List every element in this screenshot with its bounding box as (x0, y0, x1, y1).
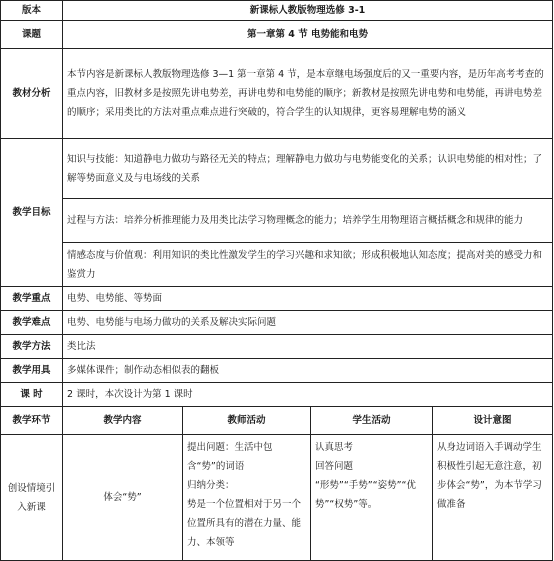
version-row (1, 1, 553, 21)
stage-text: 创设情境引入新课 (7, 482, 56, 513)
process-row (1, 435, 553, 561)
header-teacher: 教师活动 (183, 407, 311, 435)
tools-label: 教学用具 (1, 359, 63, 383)
objective-attitude: 情感态度与价值观：利用知识的类比性激发学生的学习兴趣和求知欲；形成积极地认知态度；提高对美的感受力和鉴赏力 (63, 243, 553, 287)
objective-process-row (1, 199, 553, 243)
objective-attitude-row (1, 243, 553, 287)
hours-row (1, 383, 553, 407)
analysis-text: 本节内容是新课标人教版物理选修 3—1 第一章第 4 节，是本章继电场强度后的又一重要内容，是历年高考考查的重点内容，旧教材多是按照先讲电势差，再讲电势和电势能的顺序；新教材是按照先讲电势和电势能，再讲电势差的顺序；采用类比的方法对重点难点进行突破的，符合学生的认知规律，更容易理解电势的涵义 (63, 49, 553, 139)
hours-label: 课 时 (1, 383, 63, 407)
method-value: 类比法 (63, 335, 553, 359)
method-label: 教学方法 (1, 335, 63, 359)
tools-value: 多媒体课件；制作动态相似表的翻板 (63, 359, 553, 383)
header-content: 教学内容 (63, 407, 183, 435)
content-cell (63, 435, 183, 561)
analysis-row (1, 49, 553, 139)
intent-cell (433, 435, 553, 561)
header-student: 学生活动 (311, 407, 433, 435)
objective-process: 过程与方法：培养分析推理能力及用类比法学习物理概念的能力；培养学生用物理语言概括概念和规律的能力 (63, 199, 553, 243)
difficulty-label: 教学难点 (1, 311, 63, 335)
objectives-label: 教学目标 (1, 139, 63, 287)
difficulty-value: 电势、电势能与电场力做功的关系及解决实际问题 (63, 311, 553, 335)
method-row (1, 335, 553, 359)
stage-cell (1, 435, 63, 561)
teacher-cell (183, 435, 311, 561)
key-points-label: 教学重点 (1, 287, 63, 311)
student-text: 认真思考 回答问题 “形势”“手势”“姿势”“优势”“权势”等。 (315, 442, 416, 510)
student-cell (311, 435, 433, 561)
topic-label: 课题 (1, 21, 63, 49)
key-points-value: 电势、电势能、等势面 (63, 287, 553, 311)
version-label: 版本 (1, 1, 63, 21)
process-header-row (1, 407, 553, 435)
version-value: 新课标人教版物理选修 3-1 (63, 1, 553, 21)
hours-value: 2 课时，本次设计为第 1 课时 (63, 383, 553, 407)
intent-text: 从身边词语入手调动学生积极性引起无意注意，初步体会“势”，为本节学习做准备 (437, 442, 542, 510)
header-intent: 设计意图 (433, 407, 553, 435)
analysis-label: 教材分析 (1, 49, 63, 139)
difficulty-row (1, 311, 553, 335)
topic-row (1, 21, 553, 49)
tools-row (1, 359, 553, 383)
content-text: 体会“势” (103, 492, 142, 503)
header-stage: 教学环节 (1, 407, 63, 435)
teacher-text: 提出问题：生活中包含“势”的词语 归纳分类： 势是一个位置相对于另一个位置所具有的潜在力量、能力、本领等 (187, 442, 302, 548)
key-points-row (1, 287, 553, 311)
objective-knowledge: 知识与技能：知道静电力做功与路径无关的特点；理解静电力做功与电势能变化的关系；认识电势能的相对性；了解等势面意义及与电场线的关系 (63, 139, 553, 199)
topic-value: 第一章第 4 节 电势能和电势 (63, 21, 553, 49)
objective-knowledge-row (1, 139, 553, 199)
